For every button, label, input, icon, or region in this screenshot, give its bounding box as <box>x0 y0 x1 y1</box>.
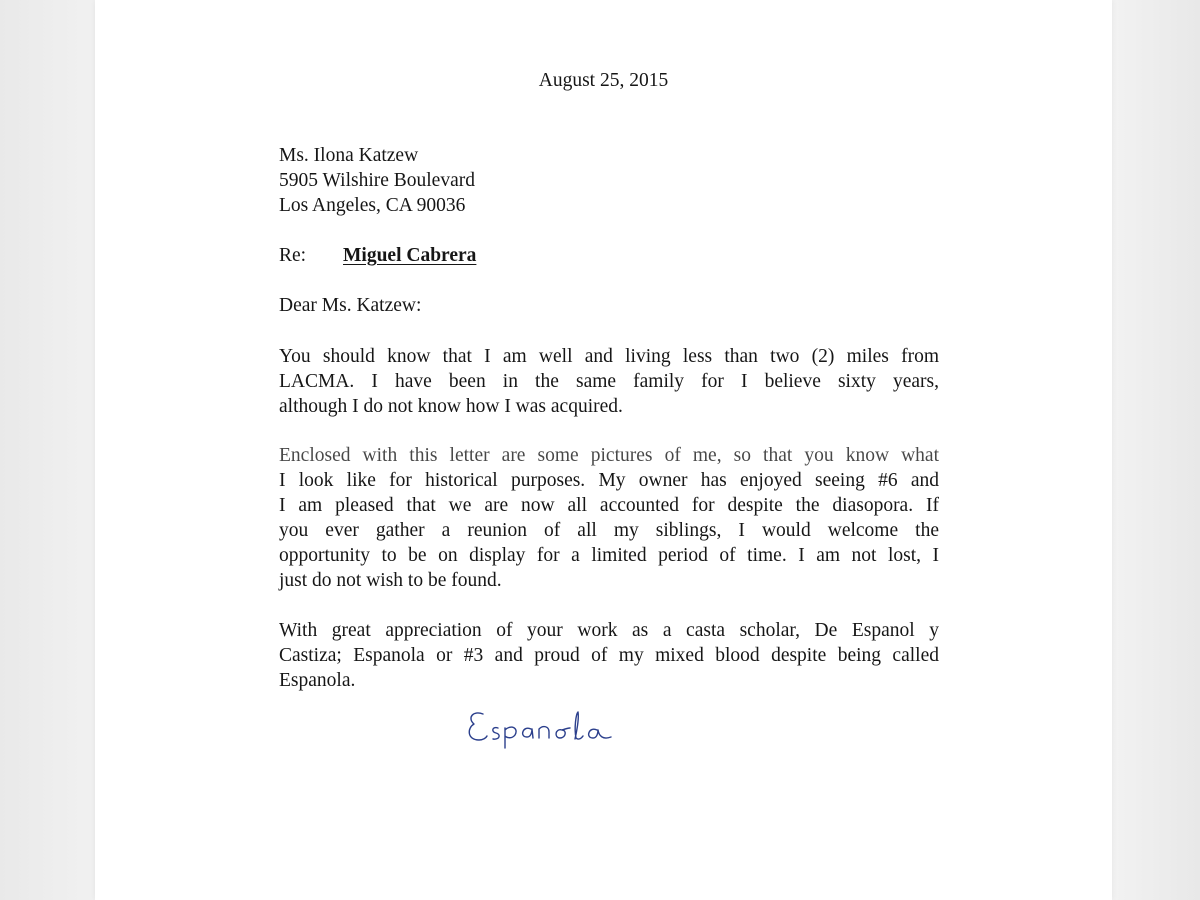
re-subject: Miguel Cabrera <box>343 245 477 266</box>
paragraph-line: LACMA. I have been in the same family for I believe sixty years, <box>279 371 939 392</box>
letter-date: August 25, 2015 <box>538 70 669 91</box>
salutation: Dear Ms. Katzew: <box>279 295 422 316</box>
paragraph-line: I am pleased that we are now all accounted for despite the diasopora. If <box>279 495 939 516</box>
paragraph-line: Espanola. <box>279 670 356 691</box>
paragraph-2 <box>279 443 939 593</box>
signature <box>465 700 635 755</box>
paragraph-line: you ever gather a reunion of all my siblings, I would welcome the <box>279 520 939 541</box>
paragraph-line: With great appreciation of your work as a casta scholar, De Espanol y <box>279 620 939 641</box>
recipient-street: 5905 Wilshire Boulevard <box>279 170 475 191</box>
paragraph-line: opportunity to be on display for a limited period of time. I am not lost, I <box>279 545 939 566</box>
paragraph-3 <box>279 618 939 693</box>
re-label: Re: <box>279 245 307 266</box>
letter-page <box>95 0 1112 900</box>
paragraph-line: I look like for historical purposes. My owner has enjoyed seeing #6 and <box>279 470 939 491</box>
paragraph-line: You should know that I am well and living less than two (2) miles from <box>279 346 939 367</box>
paragraph-line: Castiza; Espanola or #3 and proud of my mixed blood despite being called <box>279 645 939 666</box>
recipient-name: Ms. Ilona Katzew <box>279 145 419 166</box>
paragraph-line: although I do not know how I was acquired. <box>279 396 623 417</box>
recipient-city: Los Angeles, CA 90036 <box>279 195 466 216</box>
paragraph-line: just do not wish to be found. <box>279 570 502 591</box>
paragraph-line: Enclosed with this letter are some pictures of me, so that you know what <box>279 445 939 466</box>
paragraph-1 <box>279 344 939 419</box>
